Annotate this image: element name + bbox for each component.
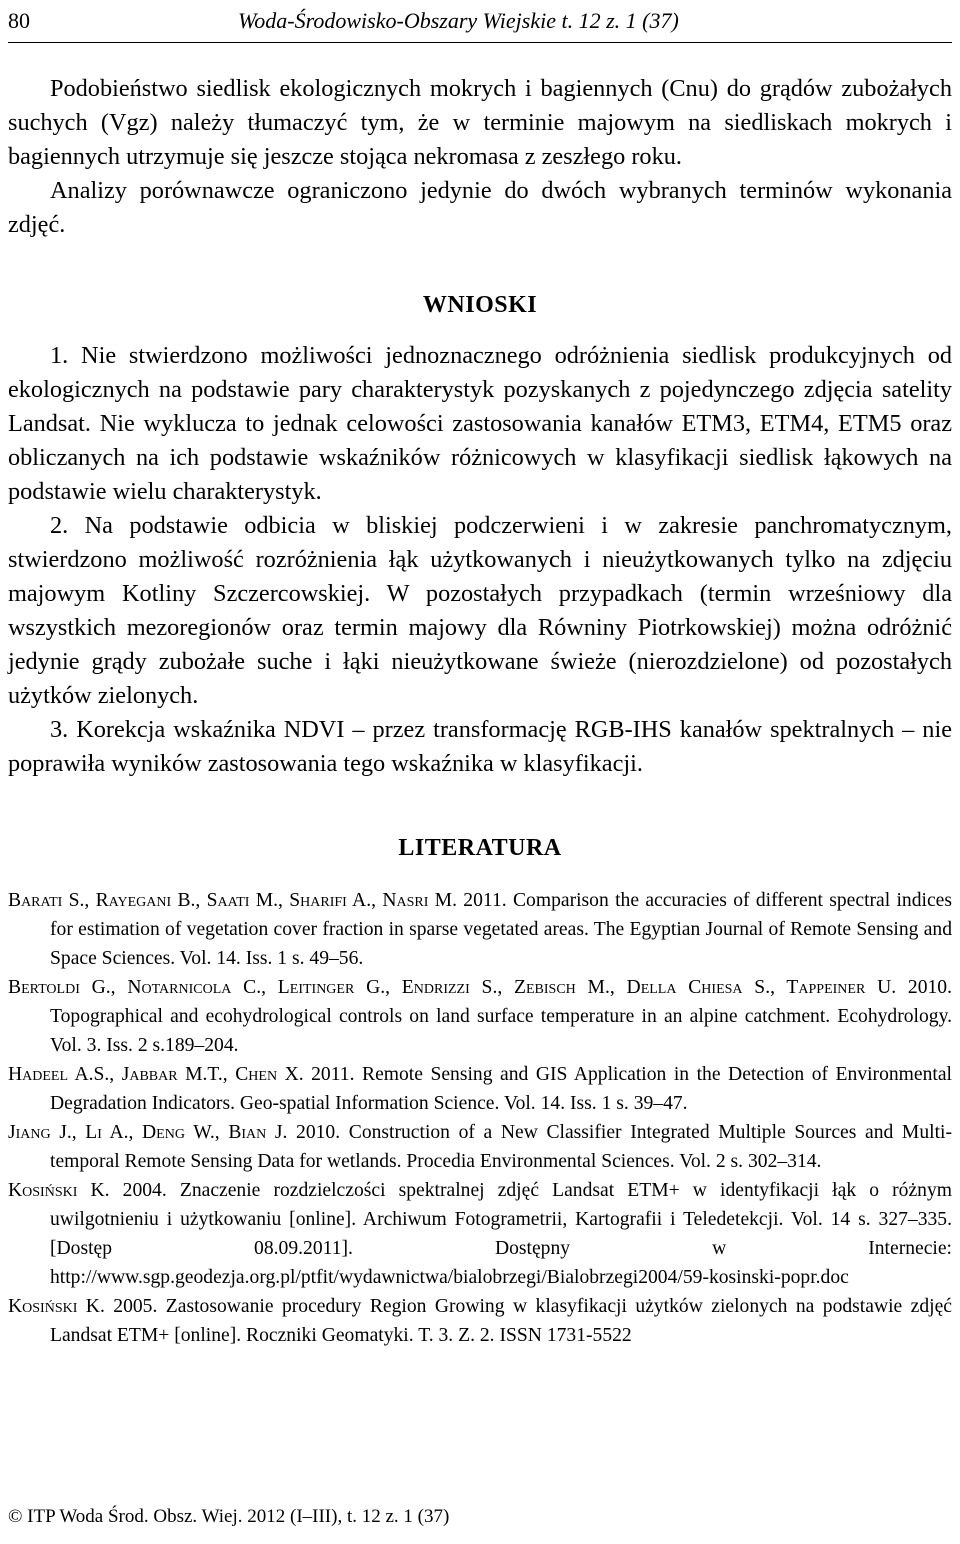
page-content — [8, 72, 952, 1350]
reference-item — [8, 1118, 952, 1176]
paragraph-analysis: Analizy porównawcze ograniczono jedynie do dwóch wybranych terminów wykonania zdjęć. — [8, 177, 952, 238]
reference-text: 2005. Zastosowanie procedury Region Growing w klasyfikacji użytków zielonych na podstawie zdjęć Landsat ETM+ [online]. Roczniki Geomatyki. T. 3. Z. 2. ISSN 1731-5522 — [50, 1296, 952, 1346]
reference-text: 2011. Comparison the accuracies of different spectral indices for estimation of vegetation cover fraction in sparse vegetated areas. The Egyptian Journal of Remote Sensing and Space Sciences. Vol. 14. Iss. 1 s. 49–56. — [50, 890, 952, 969]
reference-authors: Barati S., Rayegani B., Saati M., Sharifi A., Nasri M. — [8, 890, 457, 911]
reference-authors: Kosiński K. — [8, 1180, 110, 1201]
reference-text: 2011. Remote Sensing and GIS Application in the Detection of Environmental Degradation Indicators. Geo-spatial Information Science. Vol. 14. Iss. 1 s. 39–47. — [50, 1064, 952, 1114]
reference-item — [8, 1060, 952, 1118]
conclusion-2: 2. Na podstawie odbicia w bliskiej podczerwieni i w zakresie panchromatycznym, stwierdzono możliwość rozróżnienia łąk użytkowanych i nieużytkowanych tylko na zdjęciu majowym Kotliny Szczercowskiej. W pozostałych przypadkach (termin wrześniowy dla wszystkich mezoregionów oraz termin majowy dla Równiny Piotrkowskiej) można odróżnić jedynie grądy zubożałe suche i łąki nieużytkowane świeże (nierozdzielone) od pozostałych użytków zielonych. — [8, 512, 952, 709]
reference-item — [8, 973, 952, 1060]
reference-authors: Bertoldi G., Notarnicola C., Leitinger G., Endrizzi S., Zebisch M., Della Chiesa S., Tappeiner U. — [8, 977, 897, 998]
reference-authors: Jiang J., Li A., Deng W., Bian J. — [8, 1122, 288, 1143]
paragraph-similarity: Podobieństwo siedlisk ekologicznych mokrych i bagiennych (Cnu) do grądów zubożałych suchych (Vgz) należy tłumaczyć tym, że w terminie majowym na siedliskach mokrych i bagiennych utrzymuje się jeszcze stojąca nekromasa z zeszłego roku. — [8, 75, 952, 170]
running-title: Woda-Środowisko-Obszary Wiejskie t. 12 z. 1 (37) — [238, 8, 679, 33]
literature-heading: LITERATURA — [398, 835, 562, 861]
reference-item — [8, 886, 952, 973]
reference-item — [8, 1176, 952, 1292]
reference-text: 2010. Topographical and ecohydrological controls on land surface temperature in an alpine catchment. Ecohydrology. Vol. 3. Iss. 2 s.189–204. — [50, 977, 952, 1056]
reference-authors: Hadeel A.S., Jabbar M.T., Chen X. — [8, 1064, 304, 1085]
page-number: 80 — [8, 8, 30, 33]
reference-list — [8, 886, 952, 1350]
page-header — [8, 4, 952, 43]
reference-text: 2004. Znaczenie rozdzielczości spektralnej zdjęć Landsat ETM+ w identyfikacji łąk o różnym uwilgotnieniu i użytkowaniu [online]. Archiwum Fotogrametrii, Kartografii i Teledetekcji. Vol. 14 s. 327–335. [Dostęp 08.09.2011]. Dostępny w Internecie: http://www.sgp.geodezja.org.pl/ptfit/wydawnictwa/bialobrzegi/Bialobrzegi2004/59-kosinski-popr.doc — [50, 1180, 952, 1288]
reference-authors: Kosiński K. — [8, 1296, 105, 1317]
reference-text: 2010. Construction of a New Classifier Integrated Multiple Sources and Multi-temporal Remote Sensing Data for wetlands. Procedia Environmental Sciences. Vol. 2 s. 302–314. — [50, 1122, 952, 1172]
conclusion-1: 1. Nie stwierdzono możliwości jednoznacznego odróżnienia siedlisk produkcyjnych od ekologicznych na podstawie pary charakterystyk pozyskanych z pojedynczego zdjęcia satelity Landsat. Nie wyklucza to jednak celowości zastosowania kanałów ETM3, ETM4, ETM5 oraz obliczanych na ich podstawie wskaźników różnicowych w klasyfikacji siedlisk łąkowych na podstawie wielu charakterystyk. — [8, 342, 952, 505]
conclusions-heading: WNIOSKI — [422, 292, 538, 318]
copyright-footer: © ITP Woda Środ. Obsz. Wiej. 2012 (I–III), t. 12 z. 1 (37) — [8, 1506, 450, 1527]
reference-item — [8, 1292, 952, 1350]
conclusion-3: 3. Korekcja wskaźnika NDVI – przez transformację RGB-IHS kanałów spektralnych – nie poprawiła wyników zastosowania tego wskaźnika w klasyfikacji. — [8, 716, 952, 777]
